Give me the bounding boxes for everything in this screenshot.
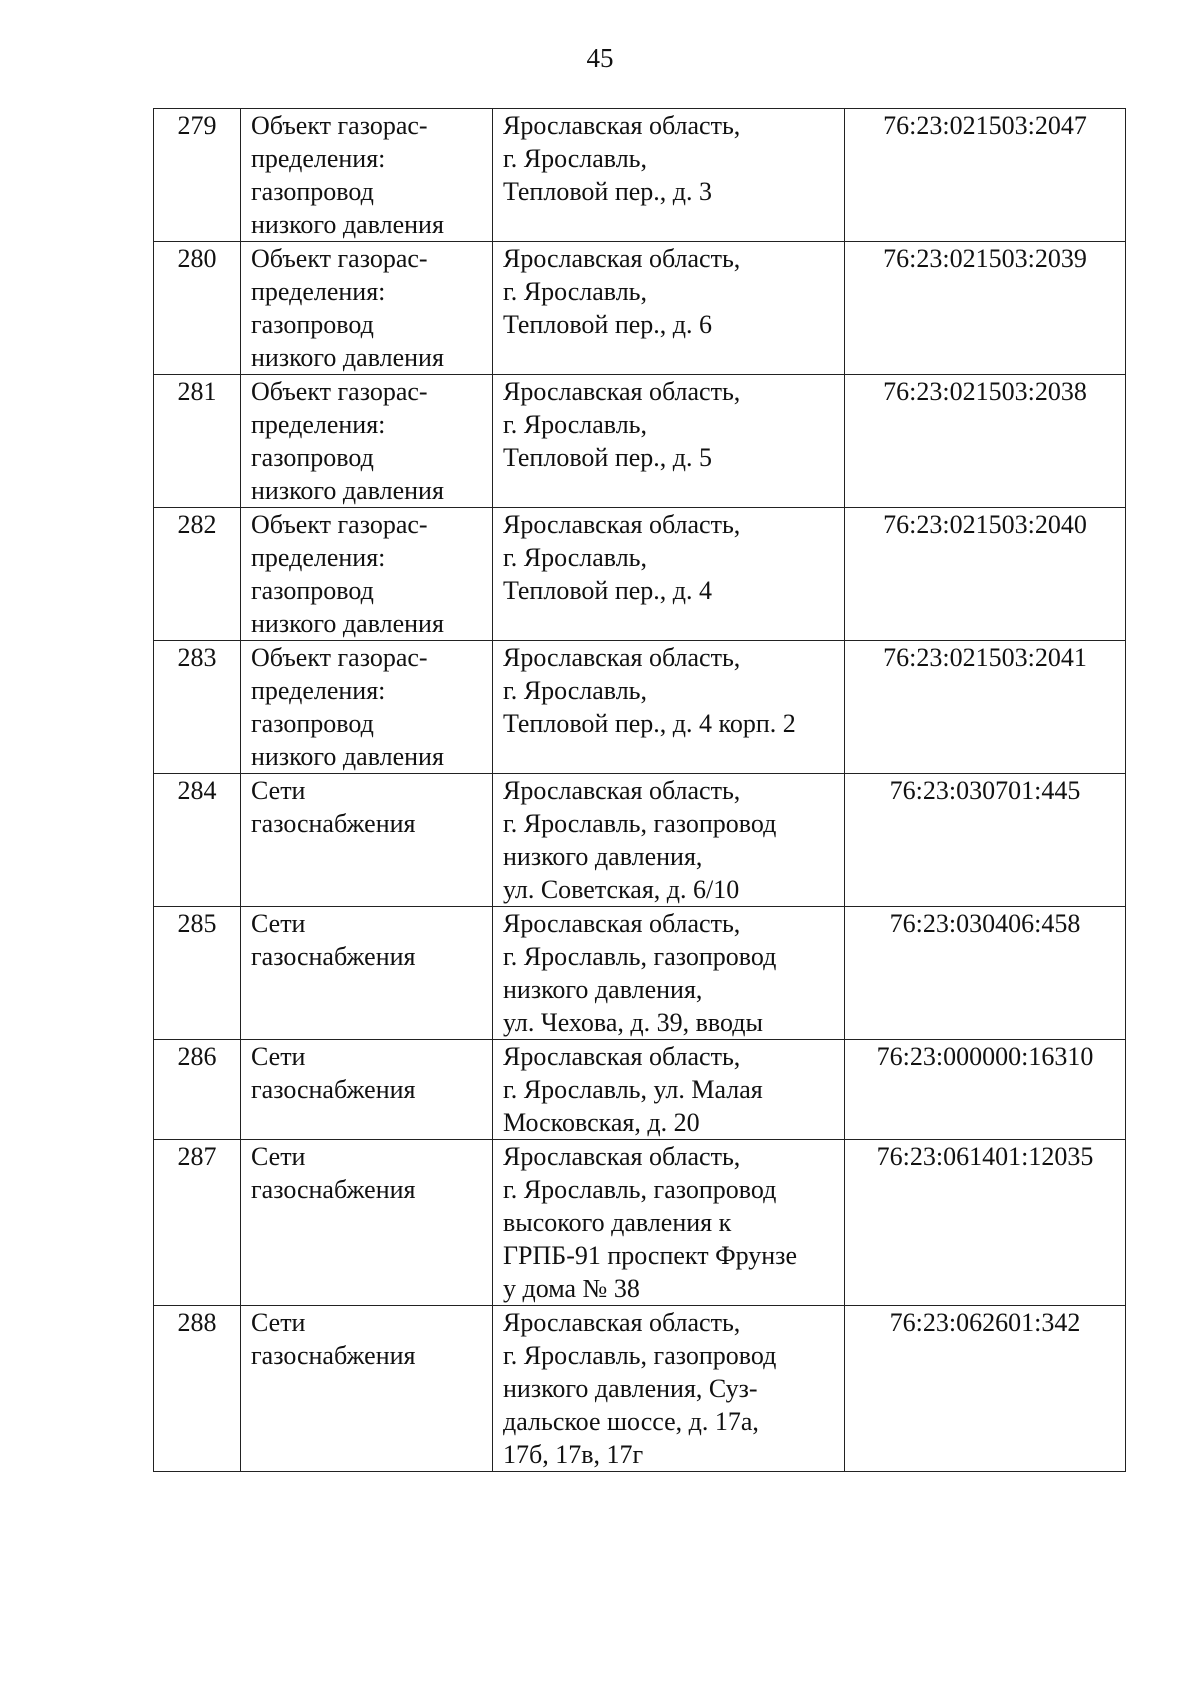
object-name-line: Объект газорас-: [251, 377, 428, 406]
object-name-line: газопровод: [251, 443, 374, 472]
object-name-cell: [241, 508, 493, 641]
address-line: Ярославская область,: [503, 510, 741, 539]
object-name-line: пределения:: [251, 676, 386, 705]
object-name-line: Объект газорас-: [251, 510, 428, 539]
object-name-line: Сети: [251, 909, 306, 938]
cadastral-number-cell: 76:23:000000:16310: [845, 1040, 1126, 1140]
cadastral-number-cell: 76:23:062601:342: [845, 1306, 1126, 1472]
address-cell: [493, 907, 845, 1040]
object-name-line: газопровод: [251, 576, 374, 605]
address-cell: [493, 375, 845, 508]
address-line: Ярославская область,: [503, 1308, 741, 1337]
address-line: Тепловой пер., д. 5: [503, 443, 713, 472]
address-line: г. Ярославль,: [503, 543, 648, 572]
row-number-cell: 283: [154, 641, 241, 774]
registry-table-body: [154, 109, 1126, 1472]
object-name-line: пределения:: [251, 277, 386, 306]
object-name-line: Объект газорас-: [251, 111, 428, 140]
cadastral-number-cell: 76:23:021503:2039: [845, 242, 1126, 375]
row-number-cell: 282: [154, 508, 241, 641]
object-name-line: Сети: [251, 1042, 306, 1071]
address-line: высокого давления к: [503, 1208, 732, 1237]
address-line: Ярославская область,: [503, 909, 741, 938]
object-name-line: низкого давления: [251, 742, 444, 771]
object-name-cell: [241, 1306, 493, 1472]
object-name-line: газоснабжения: [251, 1075, 416, 1104]
registry-table: [153, 108, 1126, 1472]
address-line: ГРПБ-91 проспект Фрунзе: [503, 1241, 797, 1270]
address-cell: [493, 1140, 845, 1306]
table-row: [154, 375, 1126, 508]
address-cell: [493, 242, 845, 375]
object-name-cell: [241, 907, 493, 1040]
address-line: Тепловой пер., д. 4: [503, 576, 713, 605]
address-cell: [493, 109, 845, 242]
address-line: ул. Советская, д. 6/10: [503, 875, 740, 904]
object-name-line: низкого давления: [251, 210, 444, 239]
object-name-line: газоснабжения: [251, 942, 416, 971]
address-line: Ярославская область,: [503, 111, 741, 140]
address-line: Тепловой пер., д. 6: [503, 310, 713, 339]
address-line: Тепловой пер., д. 3: [503, 177, 713, 206]
address-cell: [493, 1040, 845, 1140]
address-line: ул. Чехова, д. 39, вводы: [503, 1008, 763, 1037]
row-number-cell: 287: [154, 1140, 241, 1306]
address-cell: [493, 641, 845, 774]
table-row: [154, 774, 1126, 907]
object-name-cell: [241, 641, 493, 774]
object-name-line: низкого давления: [251, 476, 444, 505]
object-name-line: пределения:: [251, 144, 386, 173]
address-line: Московская, д. 20: [503, 1108, 700, 1137]
address-line: г. Ярославль, газопровод: [503, 1341, 777, 1370]
address-line: низкого давления,: [503, 842, 703, 871]
row-number-cell: 288: [154, 1306, 241, 1472]
table-row: [154, 641, 1126, 774]
cadastral-number-cell: 76:23:061401:12035: [845, 1140, 1126, 1306]
object-name-line: газопровод: [251, 177, 374, 206]
object-name-cell: [241, 242, 493, 375]
table-row: [154, 1306, 1126, 1472]
object-name-cell: [241, 109, 493, 242]
object-name-cell: [241, 774, 493, 907]
address-line: Ярославская область,: [503, 244, 741, 273]
address-cell: [493, 508, 845, 641]
address-line: дальское шоссе, д. 17а,: [503, 1407, 759, 1436]
cadastral-number-cell: 76:23:030701:445: [845, 774, 1126, 907]
table-row: [154, 508, 1126, 641]
address-line: Ярославская область,: [503, 643, 741, 672]
address-line: г. Ярославль, газопровод: [503, 942, 777, 971]
address-line: Ярославская область,: [503, 776, 741, 805]
object-name-line: газоснабжения: [251, 1175, 416, 1204]
address-line: г. Ярославль, ул. Малая: [503, 1075, 763, 1104]
address-line: г. Ярославль,: [503, 144, 648, 173]
table-row: [154, 242, 1126, 375]
object-name-line: пределения:: [251, 543, 386, 572]
cadastral-number-cell: 76:23:021503:2041: [845, 641, 1126, 774]
address-line: Тепловой пер., д. 4 корп. 2: [503, 709, 796, 738]
object-name-cell: [241, 1140, 493, 1306]
cadastral-number-cell: 76:23:030406:458: [845, 907, 1126, 1040]
page-number: 45: [586, 43, 614, 73]
object-name-line: газопровод: [251, 709, 374, 738]
object-name-cell: [241, 1040, 493, 1140]
object-name-line: Сети: [251, 776, 306, 805]
address-line: низкого давления,: [503, 975, 703, 1004]
object-name-line: низкого давления: [251, 609, 444, 638]
cadastral-number-cell: 76:23:021503:2038: [845, 375, 1126, 508]
row-number-cell: 284: [154, 774, 241, 907]
address-line: г. Ярославль,: [503, 676, 648, 705]
address-line: у дома № 38: [503, 1274, 640, 1303]
address-cell: [493, 774, 845, 907]
address-line: г. Ярославль, газопровод: [503, 809, 777, 838]
row-number-cell: 281: [154, 375, 241, 508]
address-line: г. Ярославль, газопровод: [503, 1175, 777, 1204]
address-line: г. Ярославль,: [503, 277, 648, 306]
object-name-line: газопровод: [251, 310, 374, 339]
address-line: 17б, 17в, 17г: [503, 1440, 644, 1469]
row-number-cell: 286: [154, 1040, 241, 1140]
table-row: [154, 1040, 1126, 1140]
cadastral-number-cell: 76:23:021503:2040: [845, 508, 1126, 641]
address-line: г. Ярославль,: [503, 410, 648, 439]
address-line: низкого давления, Суз-: [503, 1374, 758, 1403]
address-line: Ярославская область,: [503, 377, 741, 406]
table-row: [154, 109, 1126, 242]
row-number-cell: 285: [154, 907, 241, 1040]
address-line: Ярославская область,: [503, 1142, 741, 1171]
object-name-line: газоснабжения: [251, 1341, 416, 1370]
address-line: Ярославская область,: [503, 1042, 741, 1071]
row-number-cell: 280: [154, 242, 241, 375]
object-name-line: Сети: [251, 1308, 306, 1337]
object-name-line: газоснабжения: [251, 809, 416, 838]
row-number-cell: 279: [154, 109, 241, 242]
table-row: [154, 907, 1126, 1040]
table-row: [154, 1140, 1126, 1306]
object-name-cell: [241, 375, 493, 508]
object-name-line: низкого давления: [251, 343, 444, 372]
object-name-line: Сети: [251, 1142, 306, 1171]
object-name-line: Объект газорас-: [251, 643, 428, 672]
cadastral-number-cell: 76:23:021503:2047: [845, 109, 1126, 242]
object-name-line: пределения:: [251, 410, 386, 439]
object-name-line: Объект газорас-: [251, 244, 428, 273]
address-cell: [493, 1306, 845, 1472]
